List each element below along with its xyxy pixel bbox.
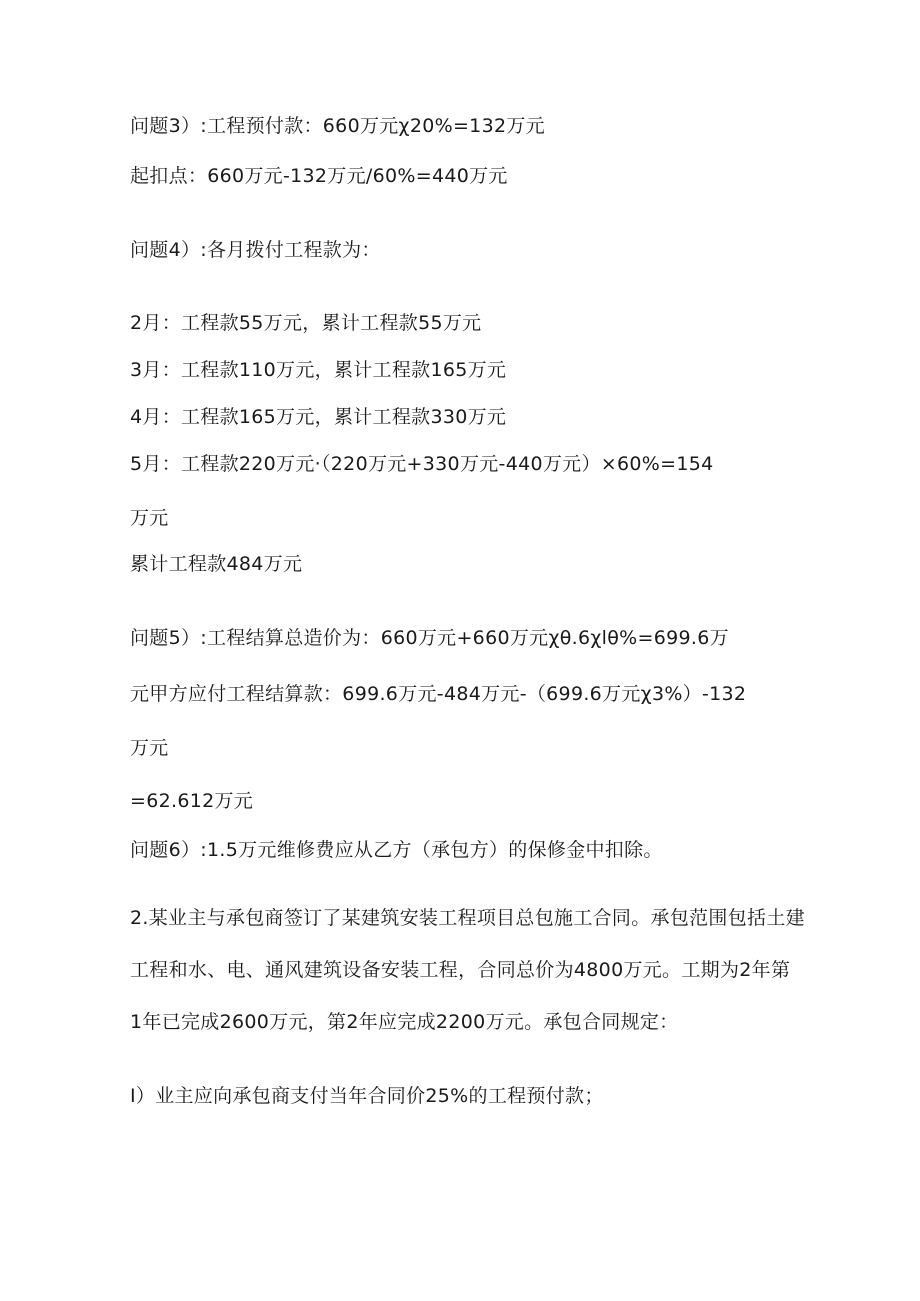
text-line-settlement-unit: 万元 (130, 737, 169, 759)
text-line-month-5: 5月：工程款220万元·（220万元+330万元-440万元）×60%=154 (130, 453, 714, 475)
text-line-case-2-intro: 2.某业主与承包商签订了某建筑安装工程项目总包施工合同。承包范围包括土建 (130, 907, 805, 929)
text-line-problem-3: 问题3）:工程预付款：660万元χ20%=132万元 (130, 115, 545, 137)
text-line-month-5-unit: 万元 (130, 507, 169, 529)
text-line-problem-4: 问题4）:各月拨付工程款为： (130, 239, 381, 261)
text-line-cumulative-484: 累计工程款484万元 (130, 553, 303, 575)
text-line-month-4: 4月：工程款165万元，累计工程款330万元 (130, 406, 507, 428)
text-line-month-3: 3月：工程款110万元，累计工程款165万元 (130, 359, 507, 381)
text-line-problem-6: 问题6）:1.5万元维修费应从乙方（承包方）的保修金中扣除。 (130, 839, 663, 861)
text-line-case-2-schedule: 1年已完成2600万元，第2年应完成2200万元。承包合同规定： (130, 1011, 679, 1033)
text-line-problem-5: 问题5）:工程结算总造价为：660万元+660万元χθ.6χlθ%=699.6万 (130, 627, 729, 649)
text-line-deduction-point: 起扣点：660万元-132万元/60%=440万元 (130, 165, 508, 187)
text-line-result: =62.612万元 (130, 790, 254, 812)
text-line-case-2-scope: 工程和水、电、通风建筑设备安装工程，合同总价为4800万元。工期为2年第 (130, 959, 791, 981)
text-line-settlement-payment: 元甲方应付工程结算款：699.6万元-484万元-（699.6万元χ3%）-132 (130, 683, 747, 705)
text-line-month-2: 2月：工程款55万元，累计工程款55万元 (130, 312, 482, 334)
text-line-clause-1: I）业主应向承包商支付当年合同价25%的工程预付款； (130, 1085, 604, 1107)
